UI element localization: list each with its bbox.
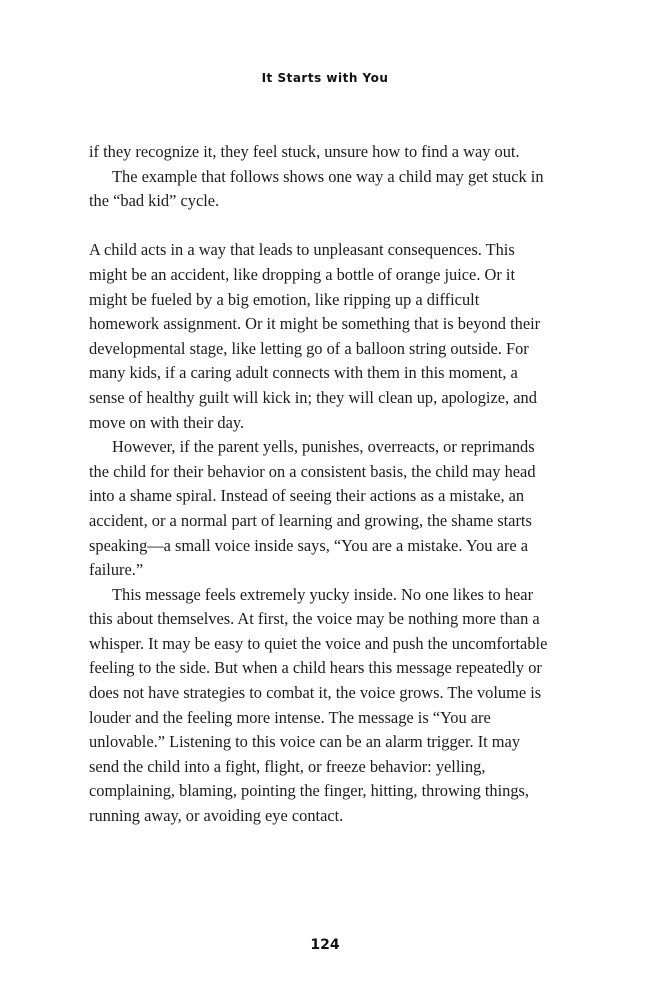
body-text bbox=[89, 140, 551, 829]
running-head: It Starts with You bbox=[261, 71, 389, 85]
paragraph-example-intro: The example that follows shows one way a child may get stuck in the “bad kid” cycle. bbox=[89, 166, 544, 211]
paragraph-child-acts: A child acts in a way that leads to unpleasant consequences. This might be an accident, like dropping a bottle of orange juice. Or it might be fueled by a big emotion, like ripping up a difficult homework assignment. Or it might be something that is beyond their developmental stage, like letting go of a balloon string outside. For many kids, if a caring adult connects with them in this moment, a sense of healthy guilt will kick in; they will clean up, apologize, and move on with their day. bbox=[89, 240, 541, 432]
page-number: 124 bbox=[310, 937, 340, 953]
paragraph-yucky-message: This message feels extremely yucky inside. No one likes to hear this about themselves. At first, the voice may be nothing more than a whisper. It may be easy to quiet the voice and push the uncomfortable feeling to the side. But when a child hears this message repeatedly or does not have strategies to combat it, the voice grows. The volume is louder and the feeling more intense. The message is “You are unlovable.” Listening to this voice can be an alarm trigger. It may send the child into a fight, flight, or freeze behavior: yelling, complaining, blaming, pointing the finger, hitting, throwing things, running away, or avoiding eye contact. bbox=[89, 584, 548, 826]
paragraph-continued: if they recognize it, they feel stuck, unsure how to find a way out. bbox=[89, 142, 520, 161]
paragraph-shame-spiral: However, if the parent yells, punishes, overreacts, or reprimands the child for their behavior on a consistent basis, the child may head into a shame spiral. Instead of seeing their actions as a mistake, an accident, or a normal part of learning and growing, the shame starts speaking—a small voice inside says, “You are a mistake. You are a failure.” bbox=[89, 437, 536, 580]
paragraph-spacer bbox=[89, 214, 551, 239]
